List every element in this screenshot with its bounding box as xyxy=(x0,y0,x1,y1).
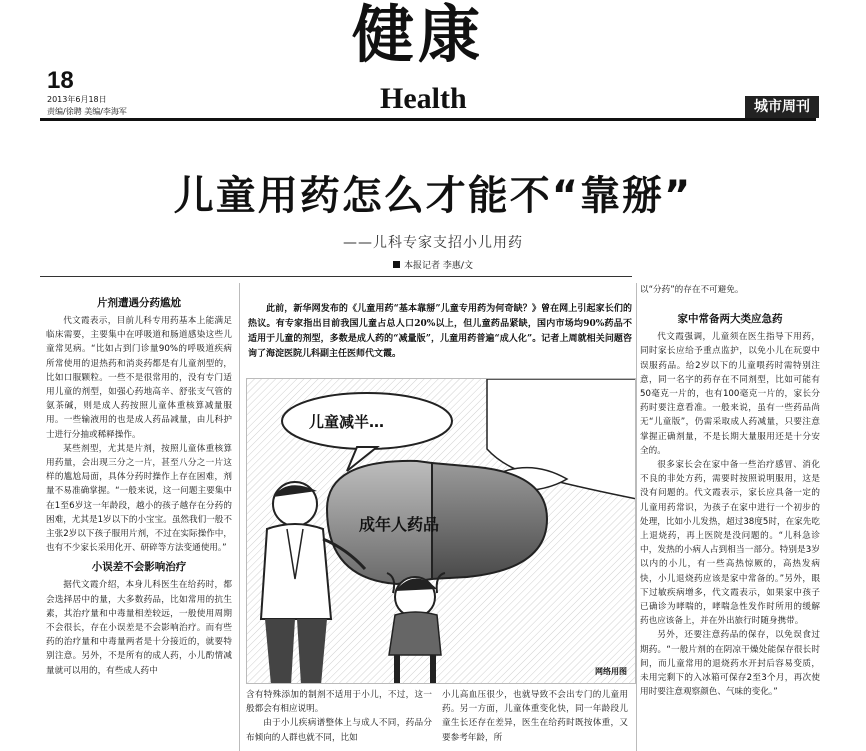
pill-label: 成年人药品 xyxy=(359,515,440,534)
paragraph: 由于小儿疾病谱整体上与成人不同，药品分布倾向的人群也就不同，比如 xyxy=(246,718,432,743)
article-headline: 儿童用药怎么才能不“靠掰” xyxy=(173,173,693,219)
paragraph: 代文霞强调，儿童须在医生指导下用药，同时家长应给予重点监护，以免小儿在玩耍中误服药品。给2岁以下的儿童喂药时需特别注意，同一名字的药存在不同剂型，比如可能有50毫克一片的，也有100毫克一片的，家长分药时要注意看准。一般来说，虽有一些药品尚无“儿童版”，仍需采取成人药减量，只要注意掌握正确剂量，不是长期大量服用还是十分安全的。 xyxy=(640,332,820,456)
paragraph: 某些剂型，尤其是片剂，按照儿童体重核算用药量，会出现三分之一片，甚至八分之一片这样的尴尬局面，具体分药时操作上存在困难，剂量不易准确掌握。“一般来说，这一问题主要集中在1至6岁这一年龄段，越小的孩子越存在分药的困难，尤其是1岁以下的小宝宝。虽然我们一般不主张2岁以下孩子服用片剂，不过在实际操作中，也有不少家长采用化开、研碎等方法变通使用。” xyxy=(46,443,232,554)
cartoon-illustration xyxy=(246,378,636,684)
section-tag: 城市周刊 xyxy=(745,96,819,118)
paragraph: 含有特殊添加的制剂不适用于小儿，不过，这一般都会有相应说明。 xyxy=(246,690,432,715)
section-heading: 片剂遭遇分药尴尬 xyxy=(97,297,181,309)
editor-credits: 责编/徐聘 美编/李海军 xyxy=(47,107,127,116)
article-byline xyxy=(0,260,866,272)
article-lead: 此前，新华网发布的《儿童用药“基本靠掰”儿童专用药为何奇缺？》曾在网上引起家长们的热议。有专家指出目前我国儿童占总人口20%以上，但儿童药品紧缺，国内市场均90%药品不适用于儿童的剂型，多数是成人药的“减量版”，儿童用药普遍“成人化”。记者上周就相关问题咨询了海淀医院儿科副主任医师代文霞。 xyxy=(248,304,632,359)
paragraph: 以“分药”的存在不可避免。 xyxy=(640,285,744,295)
column-1 xyxy=(46,291,232,751)
masthead-subtitle: Health xyxy=(380,82,467,115)
cartoon-drawing xyxy=(247,379,636,684)
header-rule xyxy=(40,118,816,121)
column-3-bottom xyxy=(442,688,628,751)
column-divider xyxy=(239,283,240,751)
section-heading: 家中常备两大类应急药 xyxy=(677,313,783,326)
speech-bubble-text: 儿童减半… xyxy=(309,413,385,431)
byline-square-icon xyxy=(393,261,400,268)
paragraph: 据代文霞介绍，本身儿科医生在给药时，都会选择居中的量，大多数药品，比如常用的抗生素，其治疗量和中毒量相差较远，一般使用周期不会很长，存在小误差是不会影响治疗。而有些药的治疗量和中毒量两者是十分接近的，就要特别注意。另外，不是所有的成人药，小儿酌情减量就可以用的，有些成人药中 xyxy=(46,580,232,676)
paragraph: 很多家长会在家中备一些治疗感冒、消化不良的非处方药，需要时按照说明服用，这是没有问题的。代文霞表示，家长应具备一定的儿童用药常识，为孩子在家中进行一个初步的处理，比如小儿发热，超过38度5时，在家先吃上退烧药，再上医院是没问题的。“儿科急诊中，发热的小病人占到相当一部分。特别是3岁以内的小儿，有一些高热惊厥的，高热发病快，小儿退烧药应该是家中常备的。”另外，眼下过敏疾病增多，代文霞表示，如果家中孩子已确诊为哮喘的，哮喘急性发作时所用的缓解药也应该备上，并在外出旅行时随身携带。 xyxy=(640,460,820,627)
page-number: 18 xyxy=(47,67,74,94)
masthead-title: 健康 xyxy=(352,0,485,71)
article-subheadline: ——儿科专家支招小儿用药 xyxy=(343,235,523,251)
column-2-bottom xyxy=(246,688,432,751)
byline-text: 本报记者 李惠/文 xyxy=(404,261,473,271)
image-credit: 网络用图 xyxy=(595,667,627,676)
paragraph: 另外，还要注意药品的保存，以免误食过期药。“一般片剂的在阴凉干燥处能保存很长时间，而儿童常用的退烧药水开封后容易变质，未用完剩下的入冰箱可保存2至3个月，再次使用时要注意观察颜色、气味的变化。” xyxy=(640,630,820,698)
section-heading: 小误差不会影响治疗 xyxy=(91,561,187,574)
paragraph: 代文霞表示，目前儿科专用药基本上能满足临床需要，主要集中在呼吸道和肠道感染这些儿童常见病。“比如占到门诊量90%的呼吸道疾病所常使用的退热药和消炎药都是有儿童剂型的，比如口服颗粒。一些不是很常用的，没有专门适用儿童的剂型，如强心药地高辛、舒张支气管的氨茶碱，则是成人药按照儿童体重核算减量服用。一些输液用的也是成人药品减量，由儿科护士进行分抽或稀释操作。 xyxy=(46,316,232,440)
paragraph: 小儿高血压很少，也就导致不会出专门的儿童用药。另一方面，儿童体重变化快，同一年龄段儿童生长还存在差异，医生在给药时既按体重，又要参考年龄，所 xyxy=(442,690,628,743)
issue-date: 2013年6月18日 xyxy=(47,95,107,104)
column-divider xyxy=(636,283,637,751)
column-4 xyxy=(640,283,820,751)
title-rule xyxy=(40,276,632,277)
